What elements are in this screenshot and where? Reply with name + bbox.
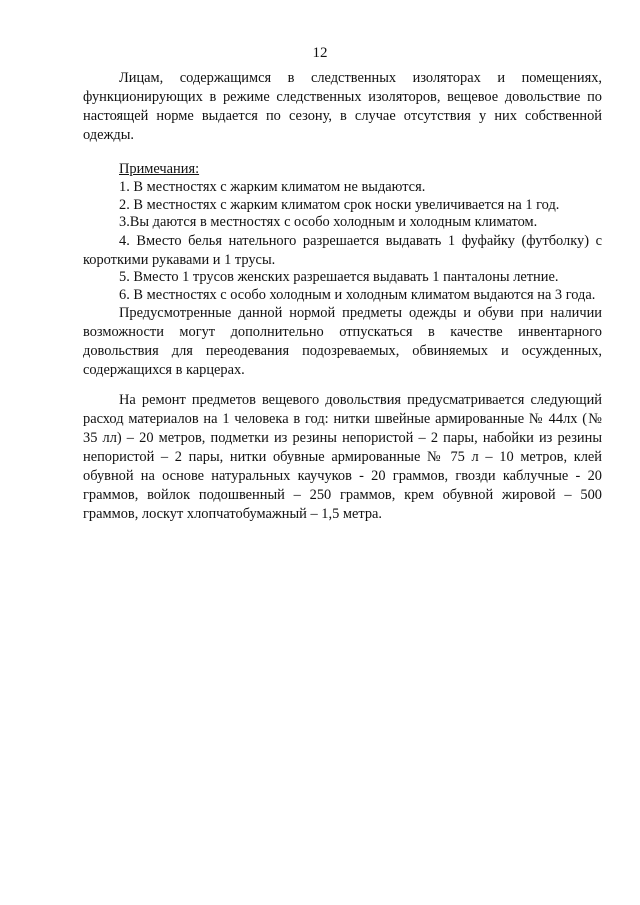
inventory-paragraph: Предусмотренные данной нормой предметы одежды и обуви при наличии возможности могут дополнительно отпускаться в качестве инвентарного довольствия для переодевания подозреваемых, обвиняемых и осужденных, содержащихся в карцерах. [83, 305, 602, 378]
intro-paragraph: Лицам, содержащимся в следственных изоляторах и помещениях, функционирующих в режиме следственных изоляторов, вещевое довольствие по настоящей норме выдается по сезону, в случае отсутствия у них собственной одежды. [83, 70, 602, 143]
note-item: 4. Вместо белья нательного разрешается выдавать 1 фуфайку (футболку) с короткими рукавами и 1 трусы. [83, 233, 602, 268]
note-item: 2. В местностях с жарким климатом срок носки увеличивается на 1 год. [119, 197, 560, 213]
note-item: 1. В местностях с жарким климатом не выдаются. [119, 179, 426, 195]
note-item: 5. Вместо 1 трусов женских разрешается выдавать 1 панталоны летние. [119, 269, 559, 285]
note-item: 3.Вы даются в местностях с особо холодным и холодным климатом. [119, 214, 538, 230]
note-item: 6. В местностях с особо холодным и холодным климатом выдаются на 3 года. [119, 287, 596, 303]
notes-title: Примечания: [119, 161, 200, 177]
page-number: 12 [312, 45, 328, 61]
repair-paragraph: На ремонт предметов вещевого довольствия предусматривается следующий расход материалов на 1 человека в год: нитки швейные армированные № 44лх (№ 35 лл) – 20 метров, подметки из резины непористой – 2 пары, набойки из резины непористой – 2 пары, нитки обувные армированные № 75 л – 10 метров, клей обувной на основе натуральных каучуков - 20 граммов, гвозди каблучные - 20 граммов, войлок подошвенный – 250 граммов, крем обувной жировой – 500 граммов, лоскут хлопчатобумажный – 1,5 метра. [83, 392, 602, 522]
